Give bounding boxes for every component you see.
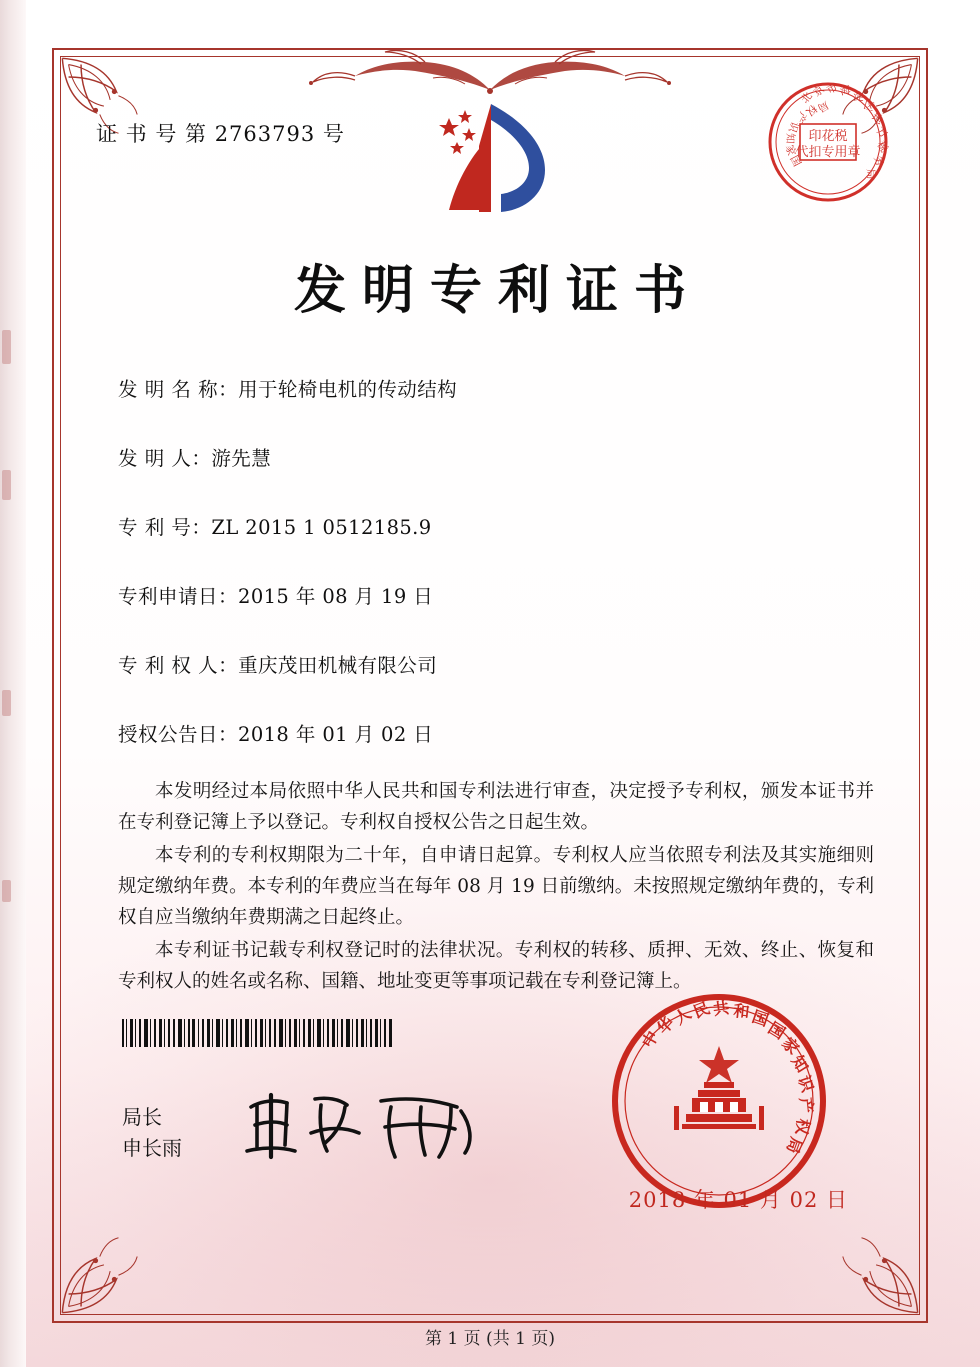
svg-text:国: 国	[764, 1018, 789, 1043]
svg-text:权: 权	[792, 1117, 813, 1136]
field-label: 授权公告日：	[118, 723, 239, 746]
field-value: 2018 年 01 月 02 日	[238, 723, 434, 746]
svg-text:税: 税	[874, 139, 891, 155]
svg-text:家: 家	[778, 1033, 803, 1059]
paragraph: 本专利的专利权期限为二十年，自申请日起算。专利权人应当依照专利法及其实施细则规定缴纳年费。本专利的年费应当在每年 08 月 19 日前缴纳。未按照规定缴纳年费的，专利权自应当缴纳年费期满之日起终止。	[118, 845, 874, 928]
field-value: 重庆茂田机械有限公司	[238, 654, 438, 677]
svg-text:局: 局	[782, 1134, 807, 1157]
svg-text:地: 地	[869, 111, 885, 127]
svg-text:市: 市	[824, 81, 840, 97]
svg-text:北: 北	[798, 90, 815, 106]
edge-mark	[2, 330, 11, 364]
page-footer: 第 1 页 (共 1 页)	[425, 1329, 555, 1349]
signature-role: 局长	[122, 1105, 162, 1129]
field-label: 发 明 名 称：	[118, 378, 239, 401]
svg-text:方: 方	[873, 124, 890, 141]
svg-text:识: 识	[785, 120, 801, 134]
svg-text:中: 中	[638, 1027, 663, 1051]
tax-stamp-seal	[760, 74, 896, 210]
page-title: 发明专利证书	[293, 260, 702, 321]
svg-text:海: 海	[838, 83, 852, 98]
edge-mark	[2, 690, 11, 716]
barcode	[122, 1019, 394, 1047]
field-label: 专利申请日：	[118, 585, 239, 608]
signature-labels	[122, 1102, 182, 1164]
field-inventor	[118, 443, 880, 471]
svg-text:权: 权	[803, 101, 820, 118]
cnipa-logo-icon	[405, 94, 575, 224]
field-value: 游先慧	[211, 447, 272, 470]
svg-text:华: 华	[653, 1013, 678, 1038]
svg-text:区: 区	[862, 99, 876, 114]
field-label: 专 利 号：	[118, 516, 212, 539]
field-invention-name	[118, 374, 880, 402]
field-patentee	[118, 650, 880, 678]
svg-text:知: 知	[787, 1052, 813, 1076]
svg-text:产: 产	[796, 1096, 817, 1115]
field-label: 发 明 人：	[118, 447, 212, 470]
seal-date: 2018 年 01 月 02 日	[628, 1188, 848, 1212]
svg-text:代扣专用章: 代扣专用章	[795, 145, 861, 160]
field-grant-date	[118, 719, 880, 747]
svg-text:印花税: 印花税	[808, 129, 848, 144]
fields-list	[118, 374, 880, 788]
svg-text:国: 国	[787, 153, 803, 169]
svg-text:务: 务	[871, 154, 886, 168]
field-value: 2015 年 08 月 19 日	[238, 585, 434, 608]
paragraph: 本发明经过本局依照中华人民共和国专利法进行审查，决定授予专利权，颁发本证书并在专利登记簿上予以登记。专利权自授权公告之日起生效。	[118, 781, 874, 833]
svg-text:局: 局	[815, 98, 831, 115]
svg-text:共: 共	[711, 997, 731, 1019]
page-left-edge	[0, 0, 26, 1367]
svg-text:京: 京	[811, 83, 827, 100]
svg-text:识: 识	[794, 1073, 818, 1095]
signature-name: 申长雨	[122, 1136, 182, 1160]
svg-text:民: 民	[690, 998, 713, 1022]
handwritten-signature	[235, 1081, 495, 1166]
svg-text:国: 国	[749, 1006, 772, 1030]
certificate-content	[60, 56, 920, 1349]
svg-text:和: 和	[732, 1001, 751, 1022]
svg-text:知: 知	[783, 132, 796, 144]
edge-mark	[2, 880, 11, 902]
paragraph: 本专利证书记载专利权登记时的法律状况。专利权的转移、质押、无效、终止、恢复和专利权人的姓名或名称、国籍、地址变更等事项记载在专利登记簿上。	[118, 940, 874, 992]
svg-text:产: 产	[792, 109, 809, 125]
field-value: ZL 2015 1 0512185.9	[211, 516, 432, 539]
official-seal	[604, 986, 834, 1216]
field-patent-number	[118, 512, 880, 540]
svg-text:家: 家	[783, 143, 798, 157]
body-paragraphs	[118, 776, 874, 999]
edge-mark	[2, 470, 11, 500]
certificate-number: 证 书 号 第 2763793 号	[96, 122, 345, 146]
svg-text:淀: 淀	[852, 91, 864, 104]
svg-text:局: 局	[864, 168, 877, 180]
field-label: 专 利 权 人：	[118, 654, 239, 677]
svg-text:人: 人	[670, 1003, 695, 1029]
field-application-date	[118, 581, 880, 609]
field-value: 用于轮椅电机的传动结构	[238, 378, 458, 401]
